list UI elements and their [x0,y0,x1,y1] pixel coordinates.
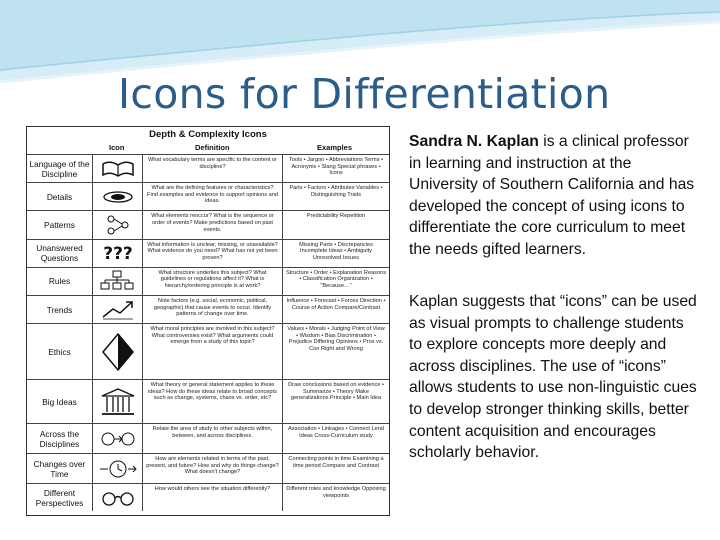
table-row [27,453,389,483]
icon-examples: Draw conclusions based on evidence • Summarize • Theory Make generalizations Principle • Main Idea [288,382,384,402]
icon-name: Language of the Discipline [27,155,93,182]
icon-definition: What are the defining features or characteristics? Find examples and evidence to support opinions and ideas. [143,183,283,210]
across-disciplines-icon [93,424,143,453]
depth-complexity-table [26,126,390,516]
icon-examples: Different roles and knowledge Opposing viewpoints [286,486,386,499]
table-row [27,239,389,267]
icon-definition: What information is unclear, missing, or unavailable? What evidence do you need? What has not yet been proven? [143,240,283,267]
column-header-examples: Examples [317,143,353,152]
icon-definition: What structure underlies this subject? What guidelines or regulations affect it? What is hierarchy/ordering principle is at work? [143,268,283,295]
icon-definition: What theory or general statement applies to these ideas? How do these ideas relate to broad concepts such as change, systems, chaos vs. order, etc? [143,380,283,423]
kaplan-name: Sandra N. Kaplan [409,133,539,150]
icon-name: Big Ideas [27,380,93,423]
icon-examples: Association • Linkages • Connect Lend Ideas Cross-Curriculum study [288,426,384,439]
scale-icon [93,324,143,379]
icons-purpose-paragraph: Kaplan suggests that “icons” can be used as visual prompts to challenge students to explore concepts more deeply and across disciplines. The use of “icons” allows students to use non-linguistic cues to develop stronger thinking skills, better content acquisition and encourages scholarly behavior. [409,293,697,462]
table-title: Depth & Complexity Icons [149,129,267,140]
table-row [27,267,389,295]
icon-definition: What moral principles are involved in this subject? What controversies exist? What arguments could emerge from a study of this topic? [143,324,283,379]
icon-name: Different Perspectives [27,484,93,511]
slide-title: Icons for Differentiation [118,70,611,118]
icon-name: Ethics [27,324,93,379]
icon-definition: Note factors (e.g. social, economic, political, geographic) that cause events to occur. Identify patterns of change over time. [143,296,283,323]
table-row [27,154,389,182]
table-row [27,483,389,511]
flower-icon [93,183,143,210]
kaplan-bio-text: is a clinical professor in learning and instruction at the University of Southern California and has developed the concept of using icons to differentiate the core curriculum to meet the needs gifted learners. [409,133,695,258]
table-row [27,295,389,323]
icon-examples: Connecting points in time Examining a time period Compare and Contrast [288,456,384,469]
icon-examples: Tools • Jargon • Abbreviations Terms • Acronyms • Slang Special phrases • Icons [288,157,384,177]
clock-arrows-icon [93,454,143,483]
icon-examples: Values • Morals • Judging Point of View • Wisdom • Bias Discrimination • Prejudice Differing Opinions • Pros vs. Con Right and Wrong [287,326,385,352]
icon-examples: Predictability Repetition [306,213,366,220]
table-row [27,210,389,238]
icon-name: Rules [27,268,93,295]
glasses-icon [93,484,143,511]
table-row [27,323,389,379]
table-row [27,379,389,423]
icon-definition: What vocabulary terms are specific to the content or discipline? [143,155,283,182]
trend-arrows-icon [93,296,143,323]
icon-definition: How would others see the situation differently? [143,484,283,511]
icon-examples: Missing Parts • Discrepancies Incomplete Ideas • Ambiguity Unresolved Issues [299,241,373,261]
pattern-icon [93,211,143,238]
icon-name: Changes over Time [27,454,93,483]
icon-examples: Parts • Factors • Attributes Variables • Distinguishing Traits [289,185,383,198]
icon-name: Details [27,183,93,210]
icon-name: Across the Disciplines [27,424,93,453]
icon-definition: What elements reoccur? What is the sequence or order of events? Make predictions based on past events. [143,211,283,238]
table-body [27,154,389,511]
svg-text:???: ??? [102,244,133,265]
icon-examples: Influence • Forecast • Forces Direction • Course of Action Compare/Contrast [286,297,386,311]
icon-definition: How are elements related in terms of the past, present, and future? How and why do things change? What doesn't change? [143,454,283,483]
temple-icon [93,380,143,423]
icon-name: Trends [27,296,93,323]
book-icon [93,155,143,182]
column-header-definition: Definition [195,143,230,152]
column-header-icon: Icon [109,143,125,152]
question-marks-icon [93,240,143,267]
table-row [27,182,389,210]
icon-definition: Relate the area of study to other subjects within, between, and across disciplines. [143,424,283,453]
icon-name: Unanswered Questions [27,240,93,267]
kaplan-bio-paragraph [409,131,701,261]
icon-name: Patterns [27,211,93,238]
rules-icon [93,268,143,295]
icon-examples: Structure • Order • Explanation Reasons • Classification Organization • "Because…" [286,269,386,289]
table-row [27,423,389,453]
